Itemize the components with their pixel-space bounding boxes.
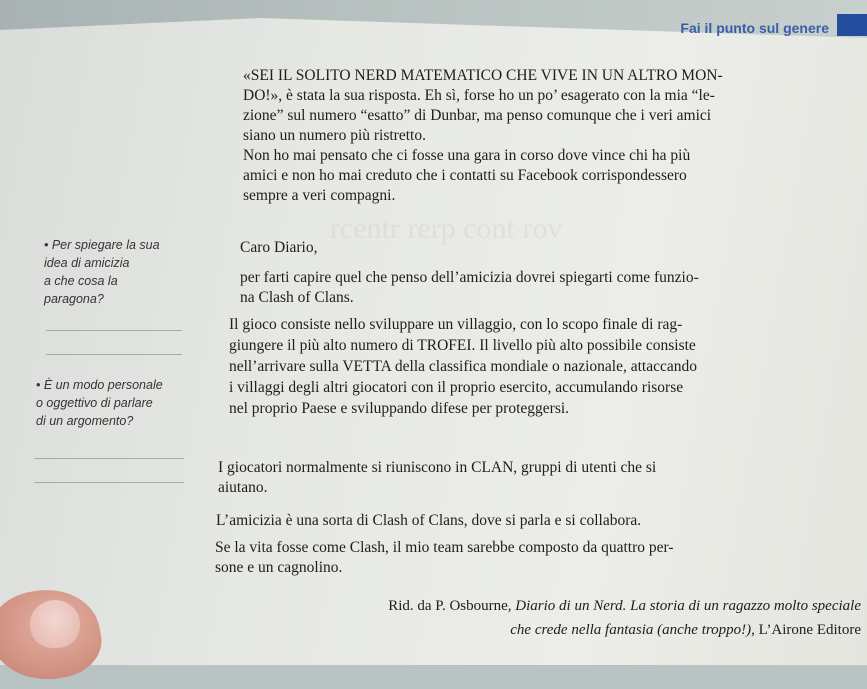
paragraph-5 xyxy=(215,538,674,578)
question-line: • È un modo personale xyxy=(36,378,163,392)
intro-text xyxy=(243,66,723,206)
text-line: zione” sul numero “esatto” di Dunbar, ma penso comunque che i veri amici xyxy=(243,107,712,124)
side-question-1 xyxy=(44,236,160,308)
answer-line xyxy=(34,482,184,483)
text-line: DO!», è stata la sua risposta. Eh sì, forse ho un po’ esagerato con la mia “le- xyxy=(243,87,715,104)
answer-line xyxy=(46,330,182,331)
question-line: paragona? xyxy=(44,292,104,306)
text-line: sempre a veri compagni. xyxy=(243,187,396,204)
question-line: o oggettivo di parlare xyxy=(36,396,153,410)
text-line: na Clash of Clans. xyxy=(240,289,354,306)
question-line: idea di amicizia xyxy=(44,256,130,270)
text-line: Se la vita fosse come Clash, il mio team sarebbe composto da quattro per- xyxy=(215,539,674,556)
text-line: siano un numero più ristretto. xyxy=(243,127,426,144)
salutation: Caro Diario, xyxy=(240,239,318,256)
text-line: aiutano. xyxy=(218,479,268,496)
credit-book-title: Diario di un Nerd. La storia di un ragazzo molto speciale xyxy=(515,598,861,614)
text-line: nel proprio Paese e sviluppando difese per proteggersi. xyxy=(229,400,570,417)
answer-line xyxy=(34,458,184,459)
section-header: Fai il punto sul genere xyxy=(680,20,829,36)
text-line: Il gioco consiste nello sviluppare un villaggio, con lo scopo finale di rag- xyxy=(229,316,683,333)
text-line: nell’arrivare sulla VETTA della classifica mondiale o nazionale, attaccando xyxy=(229,358,698,375)
answer-line xyxy=(46,354,182,355)
paragraph-2 xyxy=(229,314,697,419)
section-color-tab xyxy=(837,14,867,36)
text-line: giungere il più alto numero di TROFEI. Il livello più alto possibile consiste xyxy=(229,337,696,354)
credit-prefix: Rid. da P. Osbourne, xyxy=(388,598,516,614)
credit-title-cont: che crede nella fantasia (anche troppo!) xyxy=(510,622,752,638)
credit-line-2 xyxy=(510,622,861,639)
side-question-2 xyxy=(36,376,163,430)
paragraph-3 xyxy=(218,458,656,498)
text-line: amici e non ho mai creduto che i contatti su Facebook corrispondessero xyxy=(243,167,687,184)
credit-line-1 xyxy=(388,598,861,615)
thumbnail-nail-image xyxy=(30,600,80,648)
credit-publisher: , L’Airone Editore xyxy=(751,622,861,638)
question-line: • Per spiegare la sua xyxy=(44,238,160,252)
text-line: i villaggi degli altri giocatori con il proprio esercito, accumulando risorse xyxy=(229,379,684,396)
text-line: per farti capire quel che penso dell’amicizia dovrei spiegarti come funzio- xyxy=(240,269,699,286)
question-line: di un argomento? xyxy=(36,414,134,428)
text-line: sone e un cagnolino. xyxy=(215,559,343,576)
text-line: Non ho mai pensato che ci fosse una gara in corso dove vince chi ha più xyxy=(243,147,691,164)
show-through-print: rcentr rerp cont rov xyxy=(330,212,563,245)
paragraph-1 xyxy=(240,268,699,308)
paragraph-4: L’amicizia è una sorta di Clash of Clans, dove si parla e si collabora. xyxy=(216,512,642,529)
text-line: I giocatori normalmente si riuniscono in CLAN, gruppi di utenti che si xyxy=(218,459,657,476)
text-line: «SEI IL SOLITO NERD MATEMATICO CHE VIVE IN UN ALTRO MON- xyxy=(243,67,723,84)
question-line: a che cosa la xyxy=(44,274,118,288)
